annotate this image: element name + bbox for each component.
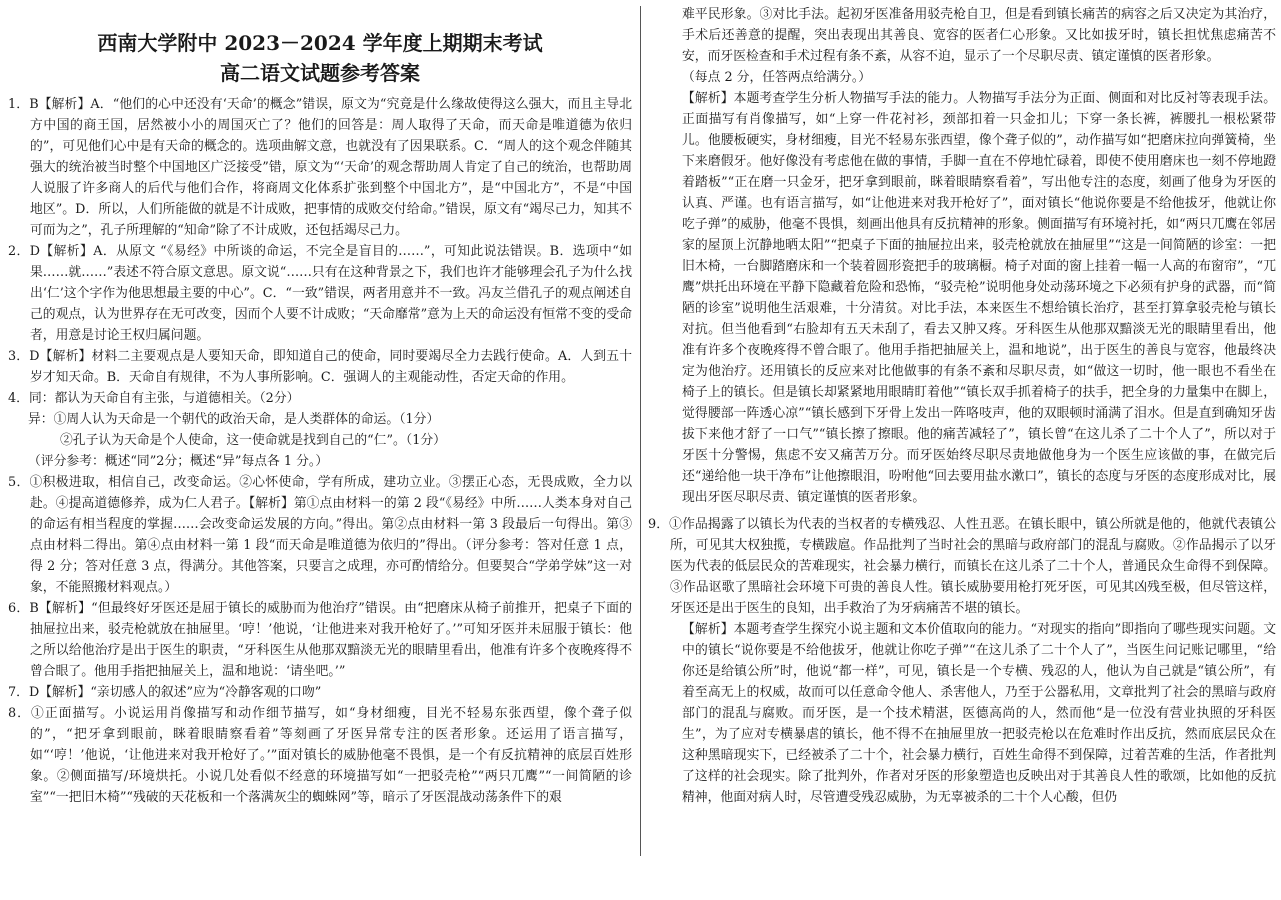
right-column bbox=[648, 0, 1276, 808]
answer-item-4-scoring: （评分参考：概述“同”2分；概述“异”每点各 1 分。） bbox=[28, 454, 329, 469]
answer-item-5: 5．①积极进取，相信自己，改变命运。②心怀使命，学有所成，建功立业。③摆正心态，无畏成败，全力以赴。④提高道德修养，成为仁人君子。【解析】第①点由材料一的第 2 段“《易经》中所……人类本身对自己的命运有相当程度的掌握……会改变命运发展的方向。”得出。第②点由材料一第 3 段最后一句得出。第③点由材料二得出。第④点由材料一第 1 段“而天命是唯道德为依归的”得出。（评分参考：答对任意 1 点，得 2 分；答对任意 3 点，得满分。其他答案，只要言之成理，亦可酌情给分。但要契合“学弟学妹”这一对象，不能照搬材料观点。） bbox=[8, 475, 632, 595]
answer-item-2: 2．D【解析】A．从原文 “《易经》中所谈的命运，不完全是盲目的……”，可知此说法错误。B．选项中“如果……就……”表述不符合原文意思。原文说“……只有在这种背景之下，我们也许才能够理会孔子为什么找出‘仁’这个字作为他思想最主要的中心”。C．“一致”错误，两者用意并不一致。冯友兰借孔子的观点阐述自己的观点，认为世界存在无可改变，因而个人要不计成败；“天命靡常”意为上天的命运没有恒常不变的受命者，用意是讨论王权归属问题。 bbox=[8, 244, 632, 343]
answer-key-title: 高二语文试题参考答案 bbox=[220, 61, 420, 85]
answer-item-7: 7．D【解析】“亲切感人的叙述”应为“冷静客观的口吻” bbox=[8, 685, 322, 700]
left-column bbox=[8, 0, 632, 808]
answer-item-4: 4．同：都认为天命自有主张，与道德相关。（2分） bbox=[8, 391, 300, 406]
answer-item-8-continued: 难平民形象。③对比手法。起初牙医准备用驳壳枪自卫，但是看到镇长痛苦的病容之后又决定为其治疗，手术后还善意的提醒，突出表现出其善良、宽容的医者仁心形象。又比如拔牙时，镇长担忧焦虑痛苦不安，而牙医检查和手术过程有条不紊，从容不迫，显示了一个尽职尽责、镇定谨慎的医者形象。 bbox=[682, 7, 1276, 64]
answer-item-8-scoring: （每点 2 分，任答两点给满分。） bbox=[682, 70, 872, 85]
answer-item-3: 3．D【解析】材料二主要观点是人要知天命，即知道自己的使命，同时要竭尽全力去践行使命。A．人到五十岁才知天命。B．天命自有规律，不为人事所影响。C．强调人的主观能动性，否定天命的作用。 bbox=[8, 349, 632, 385]
answer-item-4-difference-1: 异：①周人认为天命是一个朝代的政治天命，是人类群体的命运。（1分） bbox=[28, 412, 440, 427]
answer-item-9-analysis: 【解析】本题考查学生探究小说主题和文本价值取向的能力。“对现实的指向”即指向了哪些现实问题。文中的镇长“说你要是不给他拔牙，他就让你吃子弹”“在这儿杀了二十个人了”，当医生问记账记哪里，“给你还是给镇公所”时，他说“都一样”，可见，镇长是一个专横、残忍的人，他认为自己就是“镇公所”，有着至高无上的权威，故而可以任意命令他人、杀害他人，乃至于公器私用，文章批判了社会的黑暗与政府部门的混乱与腐败。而牙医，是一个技术精湛，医德高尚的人，然而他“是一位没有营业执照的牙科医生”，为了应对专横暴虐的镇长，他不得不在抽屉里放一把驳壳枪以在危难时作出反抗，然而底层民众在这种黑暗现实下，已经被杀了二十个，社会暴力横行，百姓生命得不到保障，过着苦难的生活，作者批判了这样的社会现实。除了批判外，作者对牙医的形象塑造也反映出对于其善良人性的歌颂，比如他的反抗精神，他面对病人时，尽管遭受残忍威胁，为无辜被杀的二十个人心酸，但仍 bbox=[682, 622, 1276, 805]
answer-item-1: 1．B【解析】A．“他们的心中还没有‘天命’的概念”错误，原文为“究竟是什么缘故使得这么强大，而且主导北方中国的商王国，居然被小小的周国灭亡了？他们的回答是：周人取得了天命，而天命是唯道德为依归的”，可见他们心中是有天命的概念的。选项曲解文意，也就没有了因果联系。C．“周人的这个观念伴随其强大的统治被当时整个中国地区广泛接受”错，原文为“‘天命’的观念帮助周人肯定了自己的统治，也帮助周人说服了许多商人的后代与他们合作，将商周文化体系扩张到整个中国北方”，是“中国北方”，不是“中国地区”。D．所以，人们所能做的就是不计成败，把事情的成败交付给命。”错误，原文有“竭尽己力，知其不可而为之”，孔子所理解的“知命”除了不计成败，还包括竭尽己力。 bbox=[8, 97, 632, 238]
column-divider bbox=[640, 6, 641, 856]
answer-item-4-difference-2: ②孔子认为天命是个人使命，这一使命就是找到自己的“仁”。（1分） bbox=[60, 433, 446, 448]
answer-item-6: 6．B【解析】“但最终好牙医还是屈于镇长的威胁而为他治疗”错误。由“把磨床从椅子前推开，把桌子下面的抽屉拉出来，驳壳枪就放在抽屉里。‘哼！’他说，‘让他进来对我开枪好了。’”可知牙医并未屈服于镇长：他之所以给他治疗是出于医生的职责，“牙科医生从他那双黯淡无光的眼睛里看出，他准有许多个夜晚疼得不曾合眼了。他用手指把抽屉关上，温和地说：‘请坐吧。’” bbox=[8, 601, 632, 679]
answer-item-8: 8．①正面描写。小说运用肖像描写和动作细节描写，如“身材细瘦，目光不轻易东张西望，像个聋子似的”，“把牙拿到眼前，眯着眼睛察看着”等刻画了牙医异常专注的医者形象。还运用了语言描写，如“‘哼！’他说，‘让他进来对我开枪好了。’”面对镇长的威胁他毫不畏惧，是一个有反抗精神的底层百姓形象。②侧面描写/环境烘托。小说几处看似不经意的环境描写如“一把驳壳枪”“两只兀鹰”“一间简陋的诊室”“一把旧木椅”“残破的天花板和一个落满灰尘的蜘蛛网”等，暗示了牙医混战动荡条件下的艰 bbox=[8, 706, 632, 805]
exam-title: 西南大学附中 2023－2024 学年度上期期末考试 bbox=[97, 31, 543, 55]
answer-item-9: 9．①作品揭露了以镇长为代表的当权者的专横残忍、人性丑恶。在镇长眼中，镇公所就是他的，他就代表镇公所，可见其大权独揽，专横跋扈。作品批判了当时社会的黑暗与政府部门的混乱与腐败。②作品揭示了以牙医为代表的低层民众的苦难现实，社会暴力横行，而镇长在这儿杀了二十个人，普通民众生命得不到保障。③作品讴歌了黑暗社会环境下可贵的善良人性。镇长威胁要用枪打死牙医，可见其凶残至极，但尽管这样，牙医还是出于医生的良知，出手救治了为牙病痛苦不堪的镇长。 bbox=[648, 517, 1276, 616]
answer-item-8-analysis: 【解析】本题考查学生分析人物描写手法的能力。人物描写手法分为正面、侧面和对比反衬等表现手法。正面描写有肖像描写，如“上穿一件花衬衫，颈部扣着一只金扣儿；下穿一条长裤，裤腰扎一根松紧带儿。他腰板硬实，身材细瘦，目光不轻易东张西望，像个聋子似的”，动作描写如“把磨床拉向弹簧椅，坐下来磨假牙。他好像没有考虑他在做的事情，手脚一直在不停地忙碌着，即使不使用磨床也一刻不停地蹬着踏板”“正在磨一只金牙，把牙拿到眼前，眯着眼睛察看着”，写出他专注的态度，刻画了他身为牙医的认真、严谨。也有语言描写，如“让他进来对我开枪好了”，面对镇长“他说你要是不给他拔牙，他就让你吃子弹”的威胁，他毫不畏惧，刻画出他具有反抗精神的形象。侧面描写有环境衬托，如“两只兀鹰在邻居家的屋顶上沉静地晒太阳”“把桌子下面的抽屉拉出来，驳壳枪就放在抽屉里”“这是一间简陋的诊室：一把旧木椅，一台脚踏磨床和一个装着圆形瓷把手的玻璃橱。椅子对面的窗上挂着一幅一人高的布窗帘”，“兀鹰”烘托出环境在平静下隐藏着危险和恐怖，“驳壳枪”说明他身处动荡环境之下必须有护身的武器，而“简陋的诊室”说明他生活艰难，十分清贫。对比手法，本来医生不想给镇长治疗，甚至打算拿驳壳枪与镇长对抗。但当他看到“右脸却有五天未刮了，看去又肿又疼。牙科医生从他那双黯淡无光的眼睛里看出，他准有许多个夜晚疼得不曾合眼了。他用手指把抽屉关上，温和地说”，出于医生的善良与宽容，他最终决定为他治疗。还用镇长的反应来对比他做事的有条不紊和尽职尽责，如“做这一切时，他一眼也不看坐在椅子上的镇长。但是镇长却紧紧地用眼睛盯着他”“镇长双手抓着椅子的扶手，把全身的力量集中在脚上，觉得腰部一阵透心凉”“镇长感到下牙骨上发出一阵咯吱声，他的双眼顿时涌满了泪水。但是直到确知牙齿拔下来他才舒了一口气”“镇长擦了擦眼。他的痛苦减轻了”，镇长曾“在这儿杀了二十个人了”，所以对于牙医十分警惕，焦虑不安又痛苦万分。而牙医始终尽职尽责地做他身为一个医生应该做的事，在做完后还“递给他一块干净布”让他擦眼泪，吩咐他“回去要用盐水漱口”，镇长的态度与牙医的态度形成对比，展现出牙医尽职尽责、镇定谨慎的医者形象。 bbox=[682, 91, 1276, 505]
